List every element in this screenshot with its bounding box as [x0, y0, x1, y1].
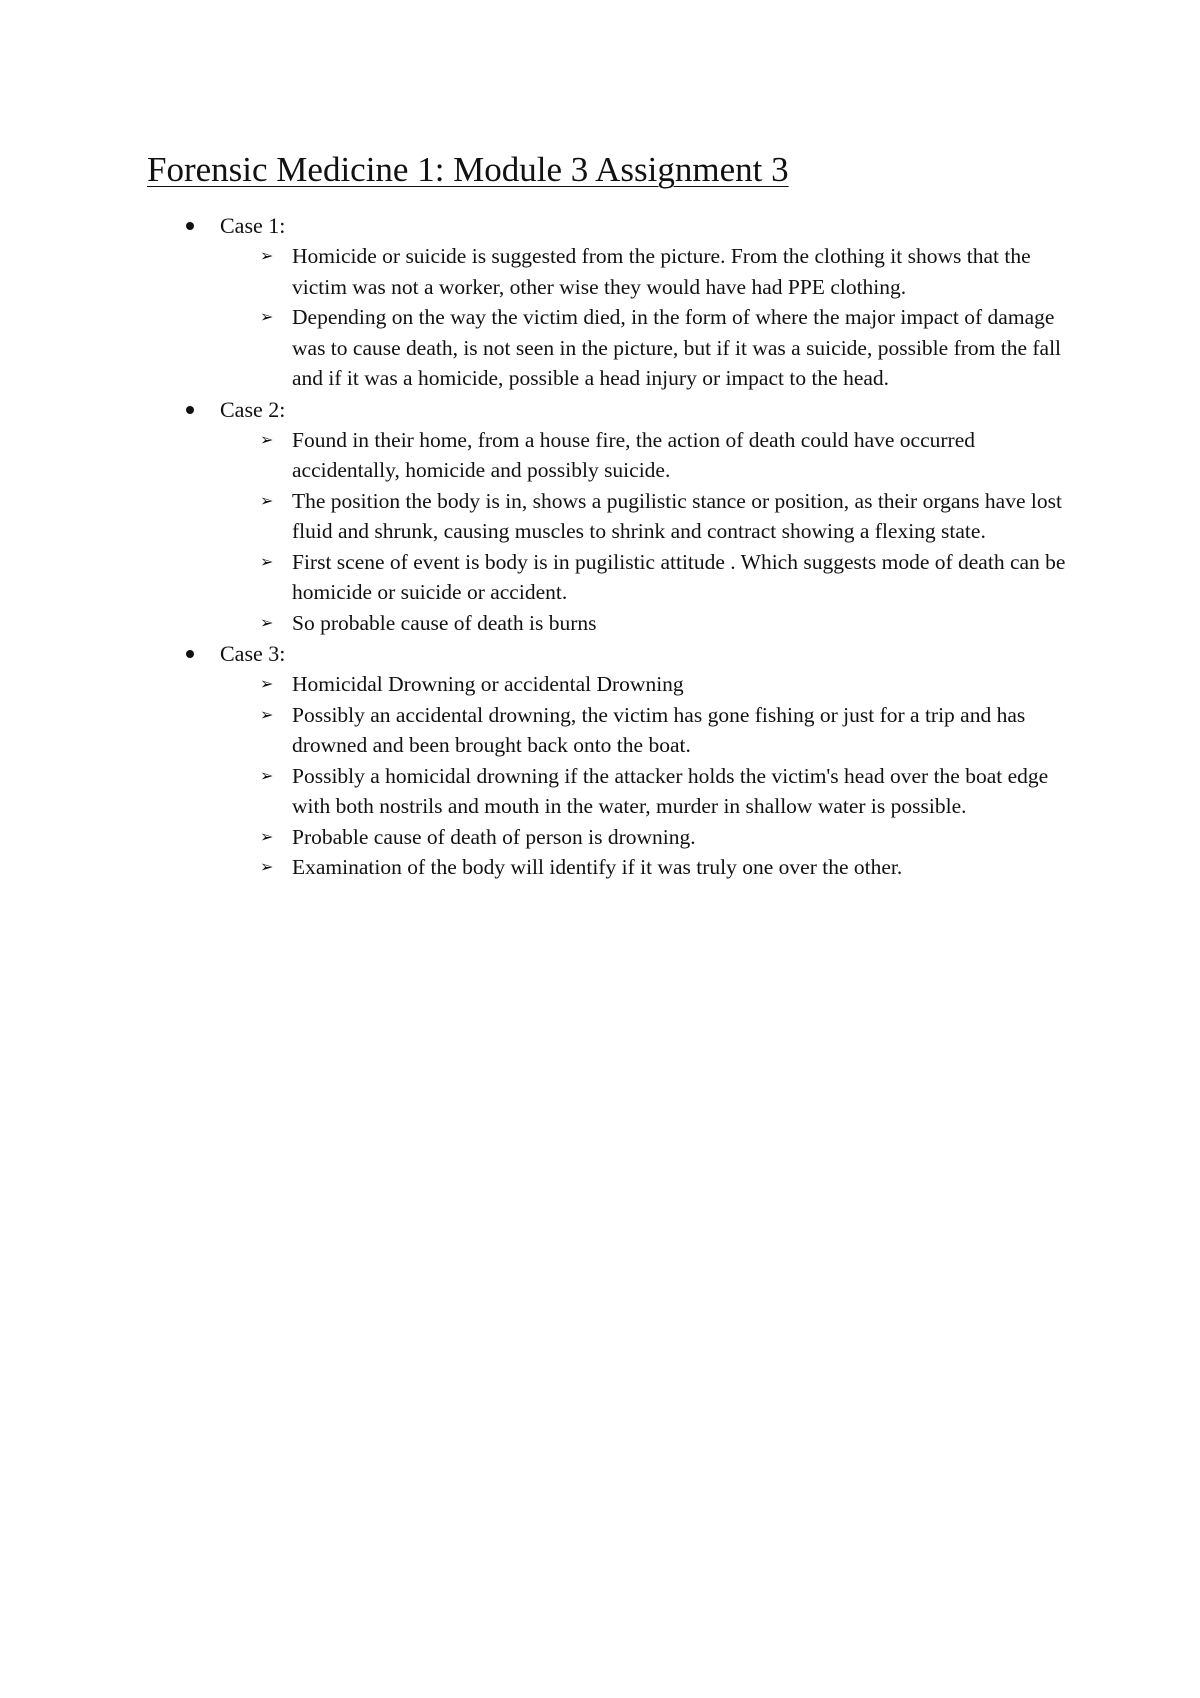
- arrowhead-bullet-icon: ➢: [260, 857, 274, 876]
- point-item: [180, 822, 1080, 853]
- point-item: [180, 608, 1080, 639]
- point-item: [180, 700, 1080, 761]
- case-item: [180, 210, 1080, 394]
- case-item: [180, 638, 1080, 883]
- case-heading: Case 2:: [220, 396, 286, 422]
- point-item: [180, 547, 1080, 608]
- point-item: [180, 302, 1080, 394]
- point-item: [180, 241, 1080, 302]
- document-title: Forensic Medicine 1: Module 3 Assignment 3: [147, 150, 789, 189]
- bullet-dot-icon: [186, 222, 194, 230]
- point-text: Homicide or suicide is suggested from the picture. From the clothing it shows that the victim was not a worker, other wise they would have had PPE clothing.: [292, 244, 1031, 299]
- case-heading-row: [180, 210, 1080, 241]
- arrowhead-bullet-icon: ➢: [260, 429, 274, 449]
- point-text: Homicidal Drowning or accidental Drowning: [292, 672, 684, 696]
- case-points: [180, 425, 1080, 639]
- case-points: [180, 669, 1080, 883]
- point-text: Depending on the way the victim died, in the form of where the major impact of damage was to cause death, is not seen in the picture, but if it was a suicide, possible from the fall and if it was a homicide, possible a head injury or impact to the head.: [292, 305, 1062, 390]
- case-points: [180, 241, 1080, 394]
- point-text: Possibly a homicidal drowning if the attacker holds the victim's head over the boat edge with both nostrils and mouth in the water, murder in shallow water is possible.: [292, 763, 1049, 818]
- point-text: Probable cause of death of person is drowning.: [292, 824, 696, 849]
- arrowhead-bullet-icon: ➢: [260, 246, 274, 265]
- bullet-dot-icon: [186, 650, 194, 658]
- point-text: The position the body is in, shows a pugilistic stance or position, as their organs have lost fluid and shrunk, causing muscles to shrink and contract showing a flexing state.: [292, 488, 1062, 543]
- arrowhead-bullet-icon: ➢: [260, 612, 274, 632]
- arrowhead-bullet-icon: ➢: [260, 765, 274, 785]
- point-text: Found in their home, from a house fire, the action of death could have occurred accidentally, homicide and possibly suicide.: [292, 427, 975, 482]
- case-heading: Case 3:: [220, 641, 286, 666]
- point-item: [180, 486, 1080, 547]
- point-item: [180, 761, 1080, 822]
- case-heading-row: [180, 638, 1080, 669]
- case-heading: Case 1:: [220, 213, 286, 238]
- arrowhead-bullet-icon: ➢: [260, 490, 274, 510]
- point-item: [180, 852, 1080, 883]
- case-list: [180, 210, 1080, 883]
- case-heading-row: [180, 394, 1080, 425]
- arrowhead-bullet-icon: ➢: [260, 704, 274, 724]
- point-text: First scene of event is body is in pugilistic attitude . Which suggests mode of death can be homicide or suicide or accident.: [292, 549, 1066, 604]
- arrowhead-bullet-icon: ➢: [260, 826, 274, 846]
- case-item: [180, 394, 1080, 639]
- point-text: Possibly an accidental drowning, the victim has gone fishing or just for a trip and has drowned and been brought back onto the boat.: [292, 702, 1026, 757]
- point-text: Examination of the body will identify if it was truly one over the other.: [292, 855, 903, 879]
- arrowhead-bullet-icon: ➢: [260, 551, 274, 571]
- arrowhead-bullet-icon: ➢: [260, 307, 274, 326]
- point-text: So probable cause of death is burns: [292, 610, 597, 635]
- arrowhead-bullet-icon: ➢: [260, 674, 274, 693]
- point-item: [180, 669, 1080, 700]
- bullet-dot-icon: [186, 406, 194, 414]
- point-item: [180, 425, 1080, 486]
